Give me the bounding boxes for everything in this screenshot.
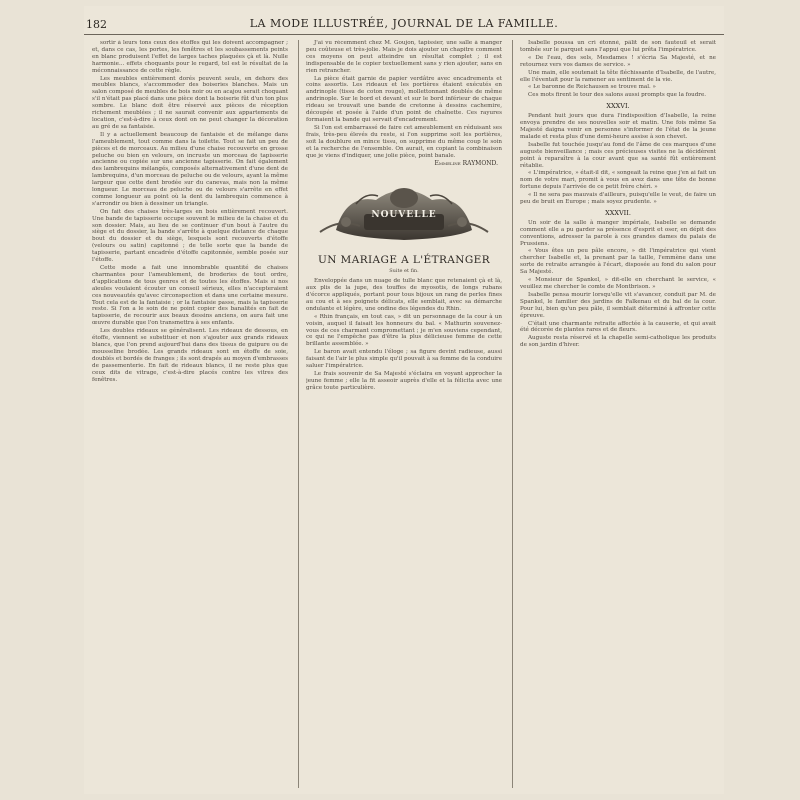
story-paragraph: Le baron avait entendu l'éloge ; sa figure devint radieuse, aussi faisant de l'air le plus simple qu'il pouvait à sa femme de la conduire saluer l'impératrice. <box>306 349 502 370</box>
story-paragraph: Isabelle pensa mourir lorsqu'elle vit s'avancer, conduit par M. de Spankel, le familier des jardins de Falkenau et du bal de la cour. Pour lui, bien qu'un peu pâle, il semblait déterminé à affronter cette épreuve. <box>520 291 716 319</box>
article-paragraph: Si l'on est embarrassé de faire cet ameublement en réduisant ses frais, très-peu élevés du reste, si l'on supprime soit les portières, soit la doublure en mince tissu, on supprime du même coup le soin et la recherche de l'ensemble. On aurait, en copiant la combinaison que je viens d'indiquer, une jolie pièce, point banale. <box>306 124 502 159</box>
chapter-heading: XXXVI. <box>606 102 630 111</box>
story-paragraph: Ces mots firent le tour des salons aussi prompts que la foudre. <box>528 92 707 99</box>
story-paragraph: Auguste resta réservé et la chapelle semi-catholique les produits de son jardin d'hiver. <box>520 335 716 349</box>
nouvelle-ornament <box>306 174 502 250</box>
story-title: UN MARIAGE A L'ÉTRANGER <box>317 254 491 267</box>
article-paragraph: Il y a actuellement beaucoup de fantaisie et de mélange dans l'ameublement, tout comme dans la toilette. Tout se fait un peu de pièces et de morceaux. Au milieu d'une chaise recouverte en grosse peluche ou bien en velours, on incruste un morceau de tapisserie ancienne ou copiée sur une ancienne tapisserie. On fait également des lambrequins mélangés, composés alternativement d'une dent de lambrequins, d'un morceau de peluche ou de velours, ayant la même largeur que cette dent brodée sur du canevas, mais non la même longueur. Le morceau de peluche ou de velours s'arrête en effet comme longueur au point où la dent du lambrequin commence à s'arrondir ou bien à dessiner un triangle. <box>92 131 288 207</box>
journal-title: LA MODE ILLUSTRÉE, JOURNAL DE LA FAMILLE. <box>249 17 559 30</box>
nouvelle-label: NOUVELLE <box>371 210 437 221</box>
story-paragraph: Enveloppée dans un nuage de tulle blanc que retenaient çà et là, aux plis de la jupe, des touffes de myosotis, de longs rubans d'écorce appliqués, portant pour tous bijoux un rang de perles fines au cou et à ses poignets délicats, elle semblait, avec sa démarche ondulante et légère, une ondine des légendes du Rhin. <box>306 278 502 312</box>
article-paragraph: J'ai vu récemment chez M. Goujon, tapissier, une salle à manger peu coûteuse et très-jolie. Mais je dois ajouter un chapitre comment ces moyens on peut atteindre un résultat complet ; il est indispensable de le copier textuellement sans y rien ajouter, sans en rien retrancher. <box>306 40 502 74</box>
chapter-heading: XXXVII. <box>605 208 631 217</box>
page-header <box>84 16 724 35</box>
article-paragraph: Les meubles entièrement dorés peuvent seuls, en dehors des meubles blancs, s'accommoder des boiseries blanches. Mais un salon composé de meubles de bois noir ou en acajou serait choquant s'il n'était pas placé dans une pièce dont la boiserie fût d'un ton plus sombre. Le blanc doit être réservé aux pièces de réception richement meublées ; il ne saurait convenir aux appartements de location, c'est-à-dire à ceux dont on ne peut changer la décoration au gré de sa fantaisie. <box>92 75 288 130</box>
story-paragraph: « De l'eau, des sels, Mesdames ! s'écria Sa Majesté, et ne retournez vers vos dames de service. » <box>520 54 716 68</box>
article-paragraph: sortir à leurs tons ceux des étoffes qui les doivent accompagner ; et, dans ce cas, les portes, les fenêtres et les soubassements peints en blanc produisent l'effet de larges taches plaquées çà et là. Nulle harmonie... effets choquants pour le regard, tel est le résultat de la méconnaissance de cette règle. <box>92 40 288 74</box>
story-paragraph: Isabelle fut touchée jusqu'au fond de l'âme de ces marques d'une auguste bienveillance ; mais ces précieuses visites ne la décidèrent point à reparaître à la cour avant que sa santé fût entièrement rétablie. <box>520 141 716 169</box>
column-1 <box>92 40 288 790</box>
column-3 <box>520 40 716 790</box>
story-paragraph: « Le baronne de Reichausen se trouve mal. » <box>528 84 656 91</box>
article-signature: Emmeline RAYMOND. <box>434 160 498 168</box>
article-paragraph: On fait des chaises très-larges en bois entièrement recouvert. Une bande de tapisserie occupe souvent le milieu de la chaise et du son dossier. Mais, au lieu de se continuer d'un bout à l'autre du siège et du dossier, la bande s'arrête à quelque distance de chaque bout du dossier et du siège, lesquels sont recouverts d'étoffe (velours ou satin) capitonné ; de telle sorte que la bande de tapisserie, partant encadrée d'étoffe capitonnée, semble posée sur l'étoffe. <box>92 208 288 264</box>
story-paragraph: « Il ne sera pas mauvais d'ailleurs, puisqu'elle le veut, de faire un peu de bruit en Europe ; mais soyez prudente. » <box>520 192 716 206</box>
story-subtitle: Suite et fin. <box>389 268 419 275</box>
story-paragraph: Le frais souvenir de Sa Majesté s'éclaira en voyant approcher la jeune femme ; elle la fit asseoir auprès d'elle et la félicita avec une grâce toute particulière. <box>306 371 502 391</box>
story-paragraph: C'était une charmante retraite affectée à la causerie, et qui avait été décorée de plantes rares et de fleurs. <box>520 320 716 334</box>
story-paragraph: « L'impératrice, » était-il dit, « songeait la reine que j'en ai fait un nom de votre mari, promit à vous en avez dans une tête de bonne fortune depuis l'arrivée de ce petit frère chéri. » <box>520 170 716 191</box>
article-paragraph: Les doubles rideaux se généralisent. Les rideaux de dessous, en étoffe, viennent se substituer et non s'ajouter aux grands rideaux blancs, que l'on prend aujourd'hui dans des tissus de guipure ou de mousseline brodée. Les grands rideaux sont en étoffe de soie, doublés et bordés de franges ; ils sont drapés au moyen d'embrasses de passementerie. En fait de rideaux blancs, il ne reste plus que ceux dits de vitrage, c'est-à-dire placés contre les vitres des fenêtres. <box>92 328 288 383</box>
column-divider <box>512 40 513 788</box>
story-paragraph: « Rhin français, en tout cas, » dit un personnage de la cour à un voisin, auquel il faisait les honneurs du bal. « Mathurin souvenez-vous de ces charmant compromettant ; je m'en souviens cependant, ce qui ne l'empêche pas d'être la plus délicieuse femme de cette brillante assemblée. » <box>306 313 502 348</box>
story-paragraph: Un soir de la salle à manger impériale, Isabelle se demande comment elle a pu garder sa présence d'esprit et oser, en dépit des conventions, adresser la parole à ces grandes dames du palais de Prussiens. <box>520 219 716 247</box>
story-paragraph: « Monsieur de Spankel, » dit-elle en cherchant le service, « veuillez me chercher le comte de Montbrison. » <box>520 277 716 290</box>
story-paragraph: Une main, elle soutenait la tête fléchissante d'Isabelle, de l'autre, elle l'éventait pour la ramener au sentiment de la vie. <box>520 69 716 83</box>
column-divider <box>298 40 299 788</box>
article-paragraph: Cette mode a fait une innombrable quantité de chaises charmantes pour l'ameublement, de broderies de tout ordre, d'applications de tous genres et de toutes les étoffes. Mais si nos aïeules voulaient écouter un conseil sérieux, elles n'accepteraient ces nouveautés qu'avec circonspection et dans une certaine mesure. Tout cela est de la fantaisie ; or la fantaisie passe, mais la tapisserie reste. Si l'on a le soin de ne point copier des banalités en fait de tapisserie, de recourir aux beaux dessins anciens, on aura fait une œuvre durable que l'on transmettra à ses enfants. <box>92 265 288 327</box>
column-2 <box>306 40 502 790</box>
story-paragraph: « Vous êtes un peu pâle encore, » dit l'impératrice qui vient chercher Isabelle et, la prenant par la taille, l'emmène dans une sorte de retraite arrangée à l'écart, disposée au fond du salon pour Sa Majesté. <box>520 248 716 276</box>
story-paragraph: Isabelle poussa un cri étonné, pâlit de son fauteuil et serait tombée sur le parquet sans l'appui que lui prêta l'impératrice. <box>520 40 716 53</box>
magazine-page <box>84 6 724 794</box>
page-number: 182 <box>86 18 107 31</box>
story-paragraph: Pendant huit jours que dura l'indisposition d'Isabelle, la reine envoya prendre de ses nouvelles soir et matin. Une fois même Sa Majesté daigna venir en personne s'informer de l'état de la jeune malade et resta plus d'une demi-heure assise à son chevet. <box>520 113 716 140</box>
article-paragraph: La pièce était garnie de papier verdâtre avec encadrements et coins assortis. Les rideaux et les portières étaient exécutés en andrinople (tissu de coton rouge), mollettonnant doublés de même andrinople. Sur le bord et devant et sur le bord inférieur de chaque rideau se trouvait une bande de cretonne à dessins cachemire, découpée et posée à l'aide d'un point de chaînette. Ces rayures formaient la bande qui servait d'encadrement. <box>306 75 502 123</box>
